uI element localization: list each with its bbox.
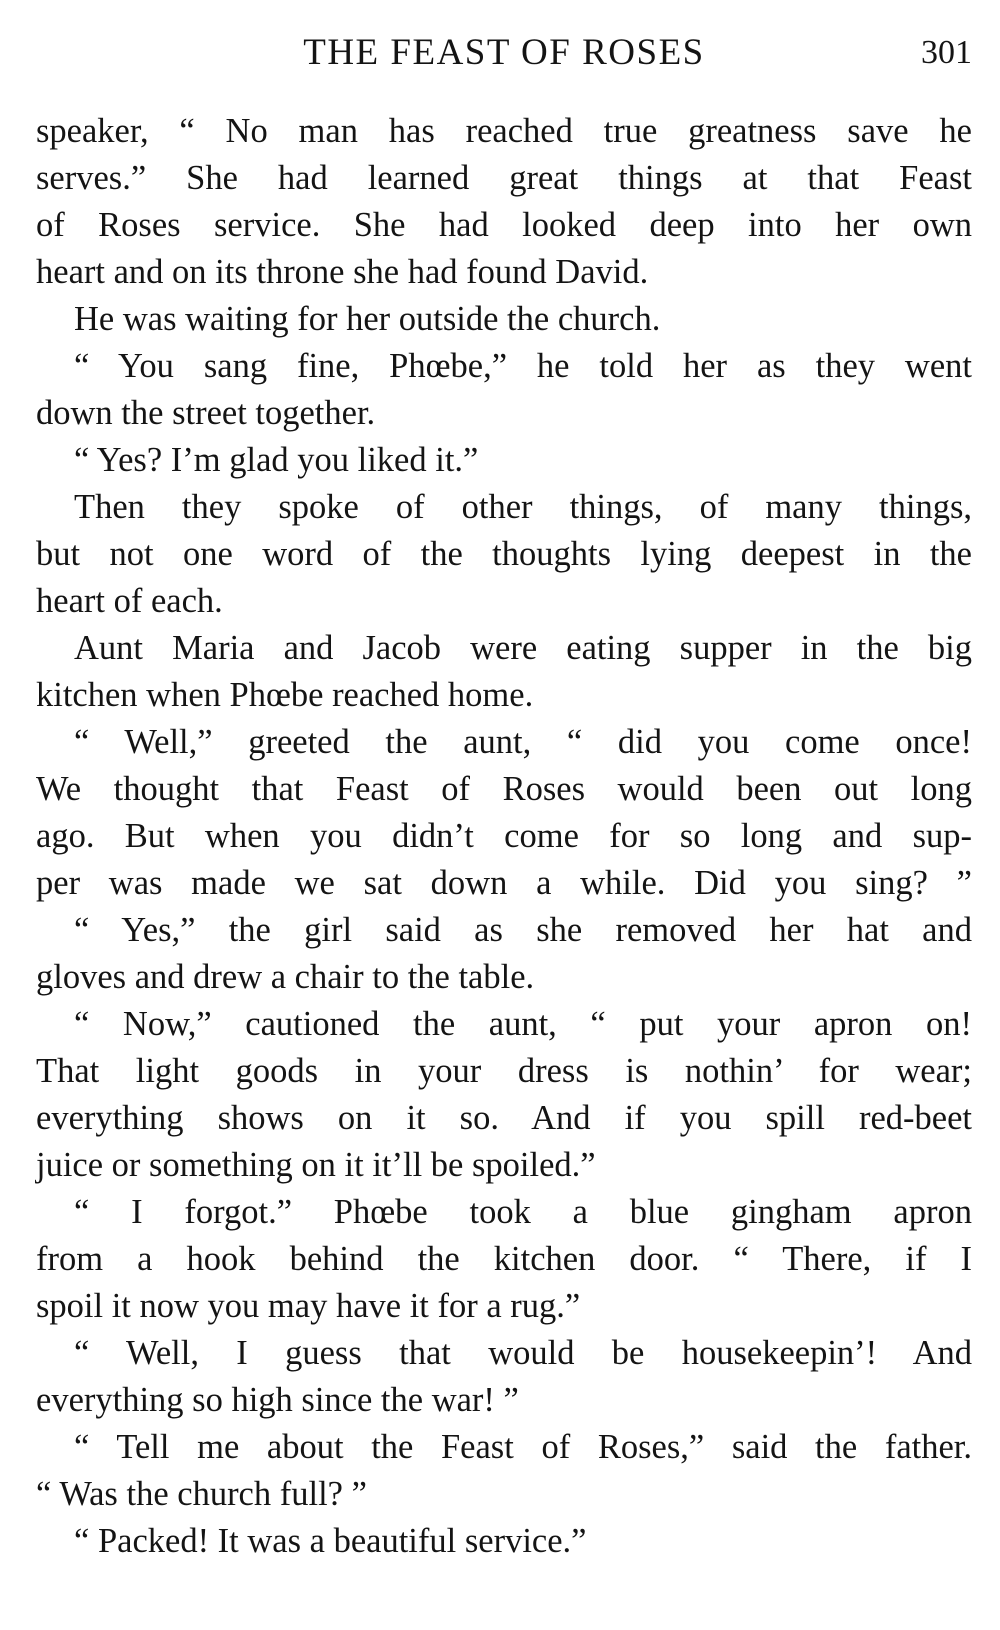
- text-line: “ I forgot.” Phœbe took a blue gingham apron: [74, 1193, 972, 1231]
- text-line: Then they spoke of other things, of many things,: [74, 488, 972, 526]
- text-line: kitchen when Phœbe reached home.: [36, 676, 534, 714]
- text-line: “ Yes? I’m glad you liked it.”: [74, 441, 479, 479]
- text-line: serves.” She had learned great things at that Feast: [36, 159, 972, 197]
- page-header: [36, 28, 972, 78]
- text-line: We thought that Feast of Roses would been out long: [36, 770, 972, 808]
- text-line: everything so high since the war! ”: [36, 1381, 519, 1419]
- text-line: “ You sang fine, Phœbe,” he told her as they went: [74, 347, 972, 385]
- text-line: but not one word of the thoughts lying deepest in the: [36, 535, 972, 573]
- text-line: “ Well, I guess that would be housekeepin’! And: [74, 1334, 972, 1372]
- text-line: heart and on its throne she had found David.: [36, 253, 649, 291]
- text-line: per was made we sat down a while. Did you sing? ”: [36, 864, 972, 902]
- text-line: “ Now,” cautioned the aunt, “ put your apron on!: [74, 1005, 972, 1043]
- page-number: 301: [921, 34, 972, 71]
- text-line: He was waiting for her outside the church.: [74, 300, 661, 338]
- text-line: everything shows on it so. And if you spill red-beet: [36, 1099, 972, 1137]
- text-line: speaker, “ No man has reached true greatness save he: [36, 112, 972, 150]
- text-line: “ Packed! It was a beautiful service.”: [74, 1522, 587, 1560]
- body-text: [36, 108, 972, 1565]
- text-line: heart of each.: [36, 582, 223, 620]
- text-line: “ Was the church full? ”: [36, 1475, 367, 1513]
- text-line: of Roses service. She had looked deep into her own: [36, 206, 972, 244]
- text-line: juice or something on it it’ll be spoiled.”: [36, 1146, 596, 1184]
- text-line: spoil it now you may have it for a rug.”: [36, 1287, 581, 1325]
- text-line: ago. But when you didn’t come for so long and sup-: [36, 817, 972, 855]
- text-line: “ Yes,” the girl said as she removed her hat and: [74, 911, 972, 949]
- text-line: gloves and drew a chair to the table.: [36, 958, 535, 996]
- running-title: THE FEAST OF ROSES: [303, 32, 705, 73]
- text-line: “ Tell me about the Feast of Roses,” said the father.: [74, 1428, 972, 1466]
- text-line: “ Well,” greeted the aunt, “ did you come once!: [74, 723, 972, 761]
- text-line: That light goods in your dress is nothin’ for wear;: [36, 1052, 972, 1090]
- text-line: from a hook behind the kitchen door. “ There, if I: [36, 1240, 972, 1278]
- text-line: Aunt Maria and Jacob were eating supper in the big: [74, 629, 972, 667]
- text-line: down the street together.: [36, 394, 376, 432]
